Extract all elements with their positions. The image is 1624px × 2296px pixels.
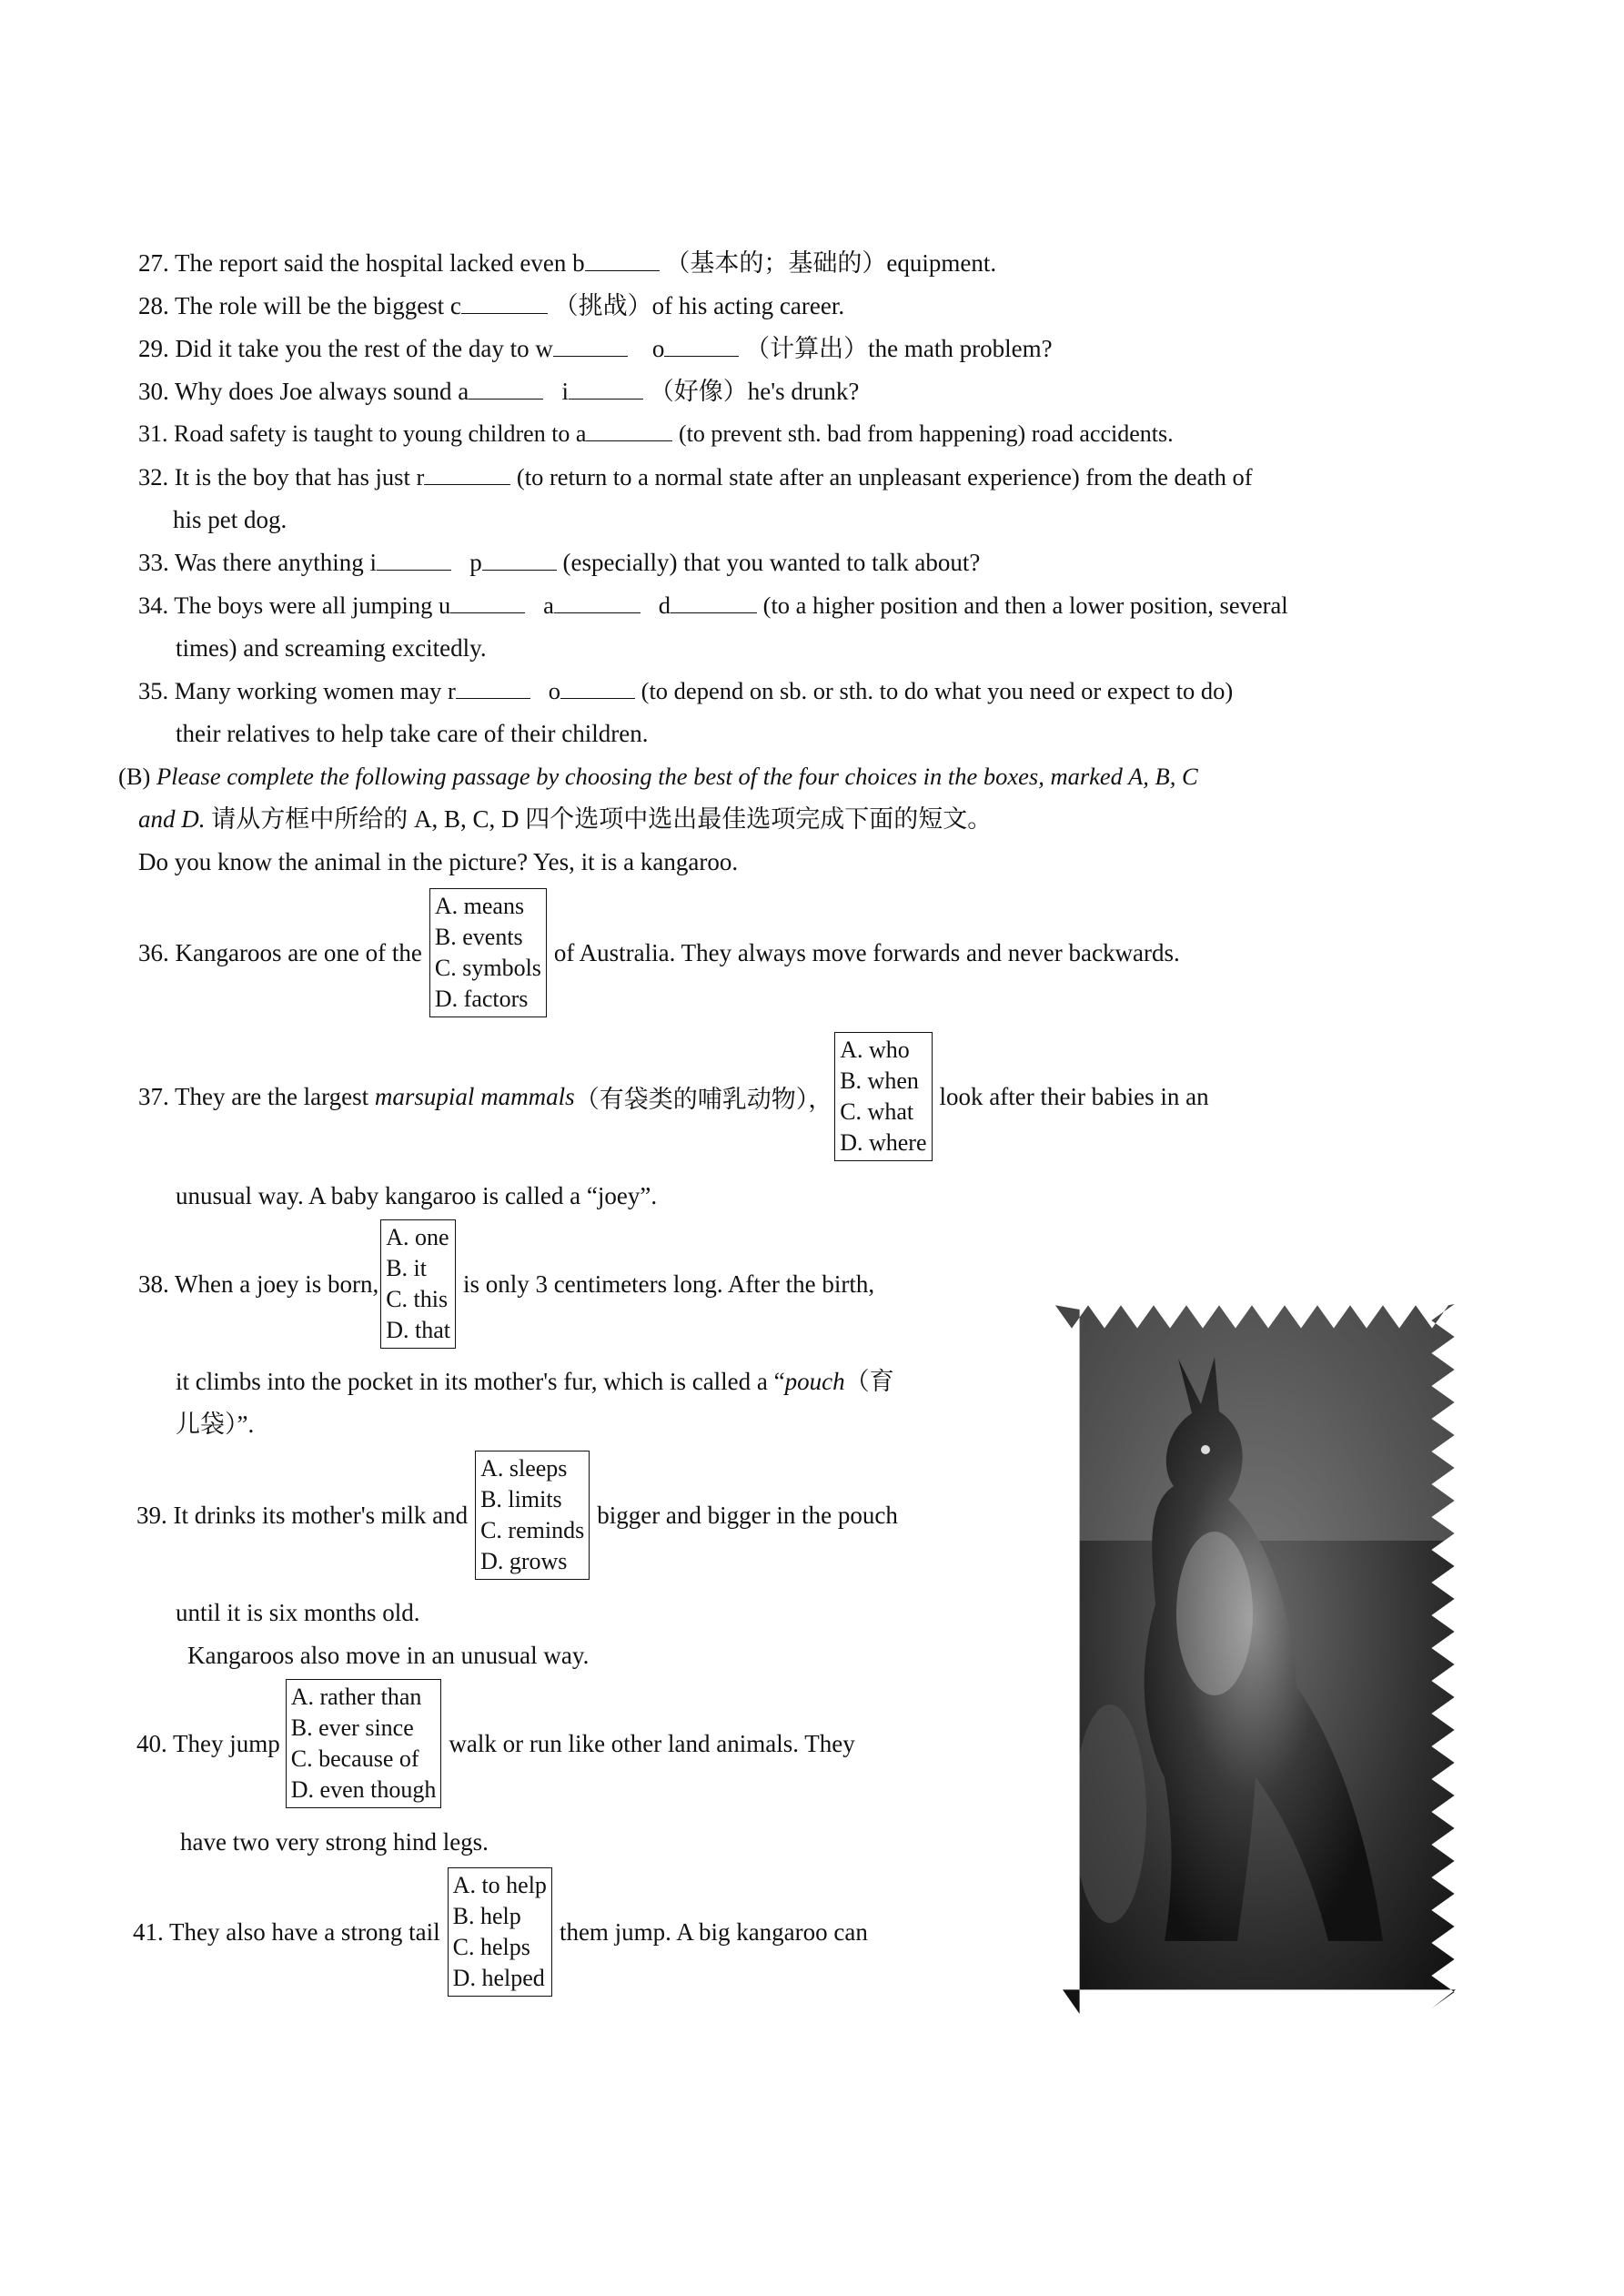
kangaroo-photo-icon — [1055, 1304, 1456, 2014]
options-box — [834, 1032, 932, 1161]
question-36: 36. Kangaroos are one of the A. means B. events C. symbols D. factors of Australia. They always move forwards and never backwards. — [138, 888, 1180, 1017]
question-38-cont2: 儿袋）”. — [176, 1411, 255, 1438]
option-c[interactable]: C. reminds — [480, 1517, 585, 1543]
question-35-cont: their relatives to help take care of their children. — [176, 720, 649, 747]
option-d[interactable]: D. grows — [480, 1548, 568, 1574]
answer-blank[interactable] — [377, 550, 451, 571]
question-38: 38. When a joey is born, A. one B. it C. this D. that is only 3 centimeters long. After the birth, — [138, 1219, 874, 1349]
answer-blank[interactable] — [554, 592, 641, 613]
option-c[interactable]: C. this — [386, 1286, 449, 1312]
question-29: 29. Did it take you the rest of the day to w o （计算出）the math problem? — [138, 335, 1053, 362]
option-b[interactable]: B. help — [452, 1903, 521, 1929]
question-37: 37. They are the largest marsupial mammals （有袋类的哺乳动物）， A. who B. when C. what D. where look after their babies in an — [138, 1032, 1209, 1161]
passage-line: Kangaroos also move in an unusual way. — [187, 1642, 590, 1669]
option-b[interactable]: B. limits — [480, 1486, 562, 1512]
answer-blank[interactable] — [569, 379, 643, 400]
question-32-cont: his pet dog. — [173, 506, 287, 533]
question-38-cont: it climbs into the pocket in its mother's fur, which is called a “pouch（育 — [176, 1368, 894, 1395]
question-31: 31. Road safety is taught to young children to a (to prevent sth. bad from happening) road accidents. — [138, 420, 1174, 447]
question-35: 35. Many working women may r o (to depend on sb. or sth. to do what you need or expect to do) — [138, 677, 1234, 704]
option-d[interactable]: D. helped — [452, 1965, 545, 1991]
option-c[interactable]: C. because of — [290, 1745, 419, 1772]
question-39-cont: until it is six months old. — [176, 1599, 420, 1626]
question-27: 27. The report said the hospital lacked even b （基本的；基础的）equipment. — [138, 249, 997, 277]
question-32: 32. It is the boy that has just r (to return to a normal state after an unpleasant experience) from the death of — [138, 463, 1253, 491]
options-box — [448, 1867, 552, 1997]
option-a[interactable]: A. rather than — [290, 1684, 422, 1710]
question-30: 30. Why does Joe always sound a i （好像）he's drunk? — [138, 378, 860, 405]
answer-blank[interactable] — [424, 464, 510, 485]
answer-blank[interactable] — [585, 250, 660, 271]
answer-blank[interactable] — [469, 379, 543, 400]
question-28: 28. The role will be the biggest c （挑战）of his acting career. — [138, 292, 845, 319]
answer-blank[interactable] — [450, 592, 525, 613]
answer-blank[interactable] — [456, 678, 530, 699]
question-33: 33. Was there anything i p (especially) that you wanted to talk about? — [138, 549, 981, 576]
option-a[interactable]: A. to help — [452, 1872, 547, 1898]
question-34: 34. The boys were all jumping u a d (to a higher position and then a lower position, several — [138, 592, 1288, 619]
answer-blank[interactable] — [553, 336, 628, 357]
passage-intro: Do you know the animal in the picture? Yes, it is a kangaroo. — [138, 848, 739, 875]
answer-blank[interactable] — [664, 336, 739, 357]
option-c[interactable]: C. helps — [452, 1934, 530, 1960]
options-box — [475, 1451, 590, 1580]
option-a[interactable]: A. means — [434, 893, 525, 919]
option-a[interactable]: A. sleeps — [480, 1455, 568, 1482]
option-c[interactable]: C. what — [840, 1098, 914, 1125]
answer-blank[interactable] — [671, 592, 757, 613]
question-39: 39. It drinks its mother's milk and A. sleeps B. limits C. reminds D. grows bigger and bigger in the pouch — [136, 1451, 898, 1580]
question-41: 41. They also have a strong tail A. to help B. help C. helps D. helped them jump. A big kangaroo can — [133, 1867, 868, 1997]
question-34-cont: times) and screaming excitedly. — [176, 634, 487, 662]
option-b[interactable]: B. it — [386, 1255, 427, 1281]
options-box — [286, 1679, 442, 1808]
option-b[interactable]: B. when — [840, 1067, 919, 1094]
option-a[interactable]: A. who — [840, 1037, 910, 1063]
question-40-cont: have two very strong hind legs. — [180, 1828, 489, 1856]
answer-blank[interactable] — [461, 293, 548, 314]
answer-blank[interactable] — [482, 550, 557, 571]
answer-blank[interactable] — [560, 678, 635, 699]
section-b-instruction: (B) Please complete the following passage by choosing the best of the four choices in the boxes, marked A, B, C — [118, 763, 1198, 790]
answer-blank[interactable] — [586, 420, 672, 441]
option-d[interactable]: D. that — [386, 1317, 450, 1343]
option-c[interactable]: C. symbols — [434, 955, 541, 981]
question-37-cont: unusual way. A baby kangaroo is called a “joey”. — [176, 1182, 658, 1209]
section-b-instruction-cont: and D. 请从方框中所给的 A, B, C, D 四个选项中选出最佳选项完成下面的短文。 — [138, 805, 993, 833]
option-a[interactable]: A. one — [386, 1224, 449, 1250]
option-b[interactable]: B. events — [434, 924, 523, 950]
options-box — [380, 1219, 456, 1349]
option-b[interactable]: B. ever since — [290, 1714, 414, 1741]
option-d[interactable]: D. where — [840, 1129, 927, 1156]
option-d[interactable]: D. even though — [290, 1776, 437, 1803]
options-box — [429, 888, 547, 1017]
option-d[interactable]: D. factors — [434, 986, 529, 1012]
question-40: 40. They jump A. rather than B. ever since C. because of D. even though walk or run like other land animals. They — [136, 1679, 855, 1808]
